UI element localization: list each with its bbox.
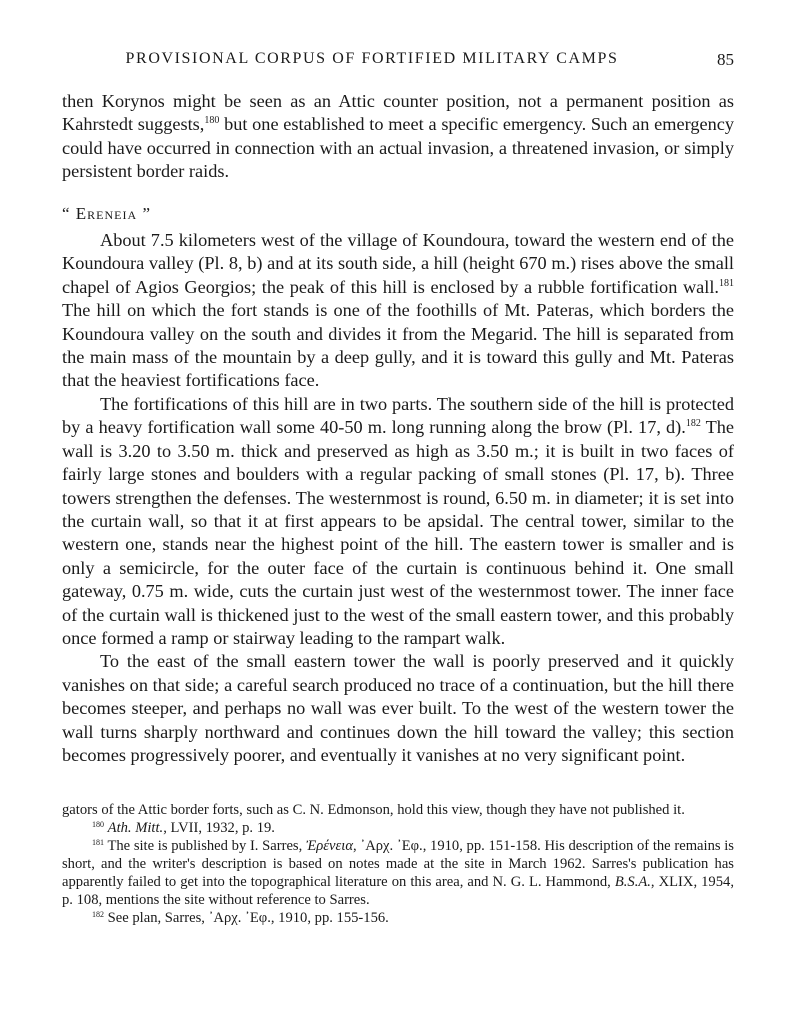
journal-abbrev: B.S.A.	[614, 874, 651, 890]
footnote-text: , XLIX, 1954, p. 108, mentions the site without reference to Sarres.	[62, 874, 734, 908]
journal-title: Ath. Mitt.	[107, 820, 164, 836]
footnote-ref-182: 182	[685, 418, 701, 430]
page-number: 85	[717, 50, 734, 69]
heading-title: Ereneia	[75, 203, 138, 223]
footnote-number: 180	[92, 820, 104, 829]
footnote-ref-180: 180	[204, 115, 220, 127]
footnote-ref-181: 181	[719, 277, 734, 289]
footnote-182	[62, 909, 734, 927]
footnote-text: The site is published by I. Sarres,	[107, 838, 306, 854]
paragraph-text: About 7.5 kilometers west of the village of Koundoura, toward the western end of the Koundoura valley (Pl. 8, b) and at its south side, a hill (height 670 m.) rises above the small chapel of Agios Georgios; the peak of this hill is enclosed by a rubble fortification wall.	[62, 230, 734, 297]
heading-open-quote: “	[62, 203, 76, 223]
footnote-number: 181	[92, 838, 104, 847]
paragraph-text: The hill on which the fort stands is one of the foothills of Mt. Pateras, which borders the Koundoura valley on the south and divides it from the Megarid. The hill is separated from the main mass of the mountain by a deep gully, and it is toward this gully and Mt. Pateras that the heaviest fortifications face.	[62, 300, 734, 391]
paragraph-text: The fortifications of this hill are in two parts. The southern side of the hill is protected by a heavy fortification wall some 40-50 m. long running along the brow (Pl. 17, d).	[62, 393, 734, 438]
paragraph-fortifications	[62, 393, 734, 650]
paragraph-continuation	[62, 90, 734, 184]
footnote-carryover: gators of the Attic border forts, such as C. N. Edmonson, hold this view, though they have not published it.	[62, 802, 685, 818]
footnotes	[62, 801, 734, 927]
paragraph-eastern-wall: To the east of the small eastern tower the wall is poorly preserved and it quickly vanishes on that side; a careful search produced no trace of a continuation, but the hill there becomes steeper, and perhaps no wall was ever built. To the west of the western tower the wall turns sharply northward and continues down the hill toward the valley; this section becomes progressively poorer, and eventually it vanishes at no very significant point.	[62, 651, 734, 765]
section-heading	[62, 202, 734, 225]
heading-close-quote: ”	[137, 203, 151, 223]
footnote-181	[62, 837, 734, 909]
paragraph-ereneia-location	[62, 229, 734, 393]
paragraph-text: then Korynos might be seen as an Attic counter position, not a permanent position as Kahrstedt suggests,	[62, 91, 734, 135]
paragraph-text: but one established to meet a specific emergency. Such an emergency could have occurred in connection with an actual invasion, a threatened invasion, or simply persistent border raids.	[62, 114, 735, 182]
running-title: PROVISIONAL CORPUS OF FORTIFIED MILITARY CAMPS	[125, 50, 619, 67]
footnote-text: , LVII, 1932, p. 19.	[163, 820, 275, 836]
main-text	[62, 90, 734, 767]
footnote-180	[62, 819, 734, 837]
footnote-text: , ᾽Αρχ. ᾽Εφ., 1910, pp. 151-158. His description of the remains is short, and the writer's description is based on notes made at the site in March 1962. Sarres's publication has apparently failed to get into the topographical literature on this area, and N. G. L. Hammond,	[62, 838, 734, 890]
running-header	[62, 50, 734, 74]
footnote-number: 182	[92, 910, 104, 919]
paragraph-text: The wall is 3.20 to 3.50 m. thick and preserved as high as 3.50 m.; it is built in two faces of fairly large stones and boulders with a regular packing of small stones (Pl. 17, b). Three towers strengthen the defenses. The westernmost is round, 6.50 m. in diameter; it is set into the curtain wall, so that it at first appears to be apsidal. The central tower, similar to the western one, stands near the highest point of the hill. The eastern tower is smaller and is only a semicircle, for the outer face of the curtain is continuous behind it. One small gateway, 0.75 m. wide, cuts the curtain just west of the westernmost tower. The inner face of the curtain wall is thickened just to the west of the small eastern tower, and this probably once formed a ramp or stairway leading to the rampart walk.	[62, 417, 735, 648]
footnote-text: See plan, Sarres, ᾽Αρχ. ᾽Εφ., 1910, pp. 155-156.	[107, 910, 389, 926]
greek-title: Ἐρένεια	[305, 838, 353, 854]
